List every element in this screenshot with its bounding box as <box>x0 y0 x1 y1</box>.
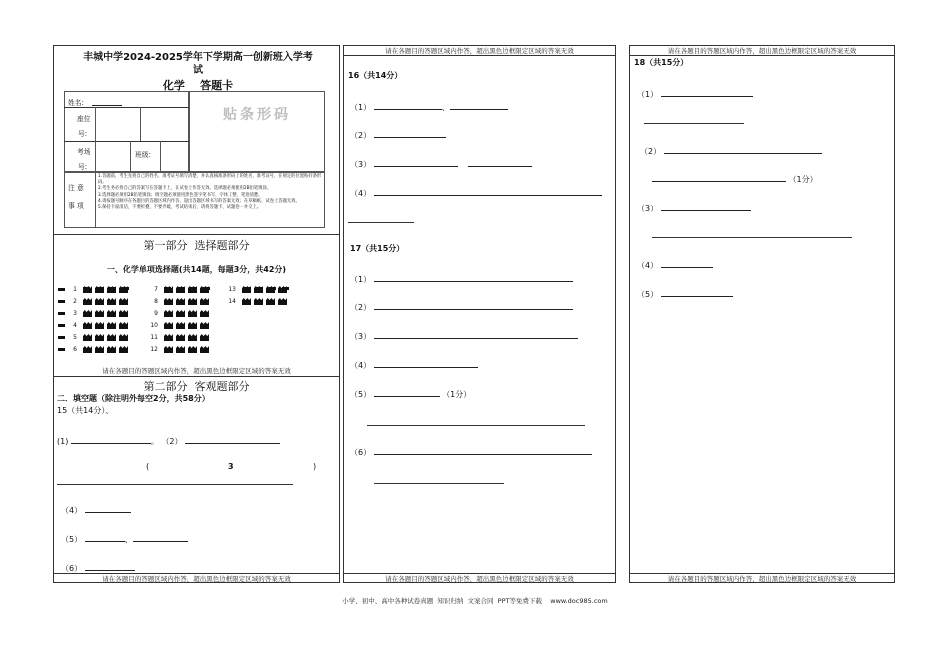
q16-title: 16（共14分） <box>348 71 403 80</box>
q17-4 <box>350 358 478 371</box>
q18-5-label: （5） <box>637 290 659 299</box>
q16-1-answer-a[interactable] <box>374 100 442 110</box>
choice-row[interactable]: 1 <box>58 286 131 294</box>
note-item: 4.请按题号顺序在各题目的答题区域内作答，超出答题区域书写的答案无效；在草稿纸、试卷上答题无效。 <box>98 198 300 204</box>
q18-1-answer[interactable] <box>661 87 753 97</box>
q17-2 <box>350 300 573 313</box>
q17-6 <box>350 445 592 458</box>
q15-three: 3 <box>228 462 234 471</box>
choice-row[interactable]: 7 <box>148 286 212 294</box>
q15-dot: 。 <box>150 437 159 446</box>
page-footer: 小学、初中、高中各种试卷真题 知识归纳 文案合同 PPT等免费下载 www.doc985.com <box>342 597 608 605</box>
q17-6-answer[interactable] <box>374 445 592 455</box>
q16-4-label: （4） <box>350 189 372 198</box>
barcode-label: 贴条形码 <box>223 107 291 123</box>
q15-5-answer-a[interactable] <box>85 532 125 542</box>
q18-1-answer-cont[interactable] <box>644 123 744 124</box>
choice-row[interactable]: 13 <box>226 286 290 294</box>
note-item: 3.选择题必须用2B铅笔填涂；填空题必须使用黑色签字笔书写，字体工整、笔迹清楚。 <box>98 192 263 198</box>
q17-1-label: （1） <box>350 275 372 284</box>
q18-3 <box>637 201 751 214</box>
q15-5-label: （5） <box>61 535 83 544</box>
name-label: 姓名: <box>68 99 84 107</box>
part2-title: 第二部分 客观题部分 <box>143 380 250 393</box>
q15-5 <box>61 532 188 545</box>
column-3-panel <box>629 45 895 583</box>
q17-5-score: （1分） <box>442 390 472 399</box>
q18-2-answer-cont[interactable] <box>652 172 786 182</box>
room-label: 考场 <box>77 148 91 156</box>
notes-label-2: 事 项 <box>68 202 84 210</box>
warning-text: 请在各题目的答题区域内作答，超出黑色边框限定区域的答案无效 <box>102 575 291 583</box>
q15-paren-right: ) <box>313 462 317 471</box>
q16-2 <box>350 128 446 141</box>
class-field[interactable] <box>161 143 188 171</box>
q18-5 <box>637 287 733 300</box>
choice-row[interactable]: 3 <box>58 310 131 318</box>
seat-field[interactable] <box>97 109 139 139</box>
q17-4-answer[interactable] <box>374 358 478 368</box>
q18-2-cont <box>652 172 818 185</box>
q15-6-label: （6） <box>61 564 83 573</box>
warning-text: 请在各题目的答题区域内作答，超出黑色边框限定区域的答案无效 <box>385 47 574 55</box>
choice-row[interactable]: 10 <box>148 322 212 330</box>
q15-6-answer[interactable] <box>85 561 135 571</box>
room-label-2: 号: <box>78 163 88 171</box>
note-item: 1.答题前，考生先将自己的姓名、准考证号填写清楚，并认真核准条形码上的姓名、准考证号，在规定的位置贴好条形码。 <box>98 174 322 186</box>
q16-3-answer-a[interactable] <box>374 157 458 167</box>
q16-1 <box>350 100 508 113</box>
q18-3-answer[interactable] <box>661 201 751 211</box>
q15-4 <box>61 503 131 516</box>
q15-4-answer[interactable] <box>85 503 131 513</box>
q16-1-label: （1） <box>350 103 372 112</box>
q17-3-answer[interactable] <box>374 329 578 339</box>
class-label: 班级: <box>135 151 151 159</box>
choice-row[interactable]: 14 <box>226 298 290 306</box>
q17-5-label: （5） <box>350 390 372 399</box>
q16-3-answer-b[interactable] <box>468 157 532 167</box>
note-item: 2.考生务必将自己的答案写在答题卡上，在试卷上作答无效。选择题必须使用2B铅笔填涂。 <box>98 186 272 192</box>
room-field[interactable] <box>97 143 129 171</box>
q16-4-answer-cont[interactable] <box>348 222 414 223</box>
q15-5-sep: 、 <box>124 535 133 544</box>
warning-text: 请在各题目的答题区域内作答，超出黑色边框限定区域的答案无效 <box>667 575 857 583</box>
seat-label: 座位 <box>77 115 91 123</box>
q18-1 <box>637 87 753 100</box>
card-title-line2: 试 <box>193 65 203 76</box>
notes-label-1: 注 意 <box>68 184 84 192</box>
q16-2-answer[interactable] <box>374 128 446 138</box>
q17-3 <box>350 329 578 342</box>
seat-label-2: 号: <box>78 130 88 138</box>
q18-title: 18（共15分） <box>634 58 689 67</box>
q16-1-answer-b[interactable] <box>450 100 508 110</box>
q16-sep: 、 <box>441 103 450 112</box>
card-subtitle: 化学 答题卡 <box>162 79 234 92</box>
q17-6-answer-cont[interactable] <box>374 483 504 484</box>
warning-text: 请在各题目的答题区域内作答，超出黑色边框限定区域的答案无效 <box>102 367 291 375</box>
part2-subtitle: 二．填空题（除注明外每空2分，共58分） <box>57 394 210 403</box>
choice-row[interactable]: 6 <box>58 346 131 354</box>
q15-1 <box>57 434 280 447</box>
q16-3 <box>350 157 532 170</box>
q16-3-label: （3） <box>350 160 372 169</box>
choice-row[interactable]: 8 <box>148 298 212 306</box>
q18-3-answer-cont[interactable] <box>652 237 852 238</box>
choice-row[interactable]: 9 <box>148 310 212 318</box>
q15-2-label: （2） <box>161 437 183 446</box>
choice-row[interactable]: 4 <box>58 322 131 330</box>
q17-5-answer-cont[interactable] <box>367 425 585 426</box>
q17-1 <box>350 272 573 285</box>
q15-1-answer[interactable] <box>71 434 151 444</box>
q17-title: 17（共15分） <box>350 244 405 253</box>
q18-5-answer[interactable] <box>661 287 733 297</box>
part1-title: 第一部分 选择题部分 <box>143 239 250 252</box>
choice-row[interactable]: 5 <box>58 334 131 342</box>
q18-2-answer[interactable] <box>664 144 822 154</box>
q17-3-label: （3） <box>350 332 372 341</box>
q16-2-label: （2） <box>350 131 372 140</box>
q18-2-score: （1分） <box>788 175 818 184</box>
q15-5-answer-b[interactable] <box>133 532 188 542</box>
q17-5-answer[interactable] <box>374 387 440 397</box>
warning-text: 请在各题目的答题区域内作答，超出黑色边框限定区域的答案无效 <box>385 575 574 583</box>
q18-2 <box>640 144 822 157</box>
card-title-line1: 丰城中学2024-2025学年下学期高一创新班入学考 <box>83 52 313 63</box>
warning-text: 请在各题目的答题区域内作答，超出黑色边框限定区域的答案无效 <box>667 47 857 55</box>
q15-4-label: （4） <box>61 506 83 515</box>
q18-4 <box>637 258 713 271</box>
q15-2-answer[interactable] <box>185 434 280 444</box>
q16-4-answer[interactable] <box>374 186 602 196</box>
q18-4-label: （4） <box>637 261 659 270</box>
notes-list <box>98 174 323 211</box>
q17-1-answer[interactable] <box>374 272 573 282</box>
choice-row[interactable]: 11 <box>148 334 212 342</box>
note-item: 5.保持卡面清洁，不要折叠，不要弄破，考试结束后，请将答题卡、试题卷一并交上。 <box>98 205 262 211</box>
q18-3-label: （3） <box>637 204 659 213</box>
q16-4 <box>350 186 602 199</box>
q15-1-label: (1) <box>57 437 69 446</box>
name-field[interactable] <box>92 96 122 106</box>
q17-4-label: （4） <box>350 361 372 370</box>
q15-paren-left: ( <box>146 462 150 471</box>
q17-6-label: （6） <box>350 448 372 457</box>
q18-2-label: （2） <box>640 147 662 156</box>
q18-4-answer[interactable] <box>661 258 713 268</box>
q18-1-label: （1） <box>637 90 659 99</box>
q15-title: 15（共14分）、 <box>57 406 114 415</box>
part1-subtitle: 一、化学单项选择题(共14题，每题3分，共42分) <box>106 265 287 274</box>
q17-5 <box>350 387 471 400</box>
q17-2-label: （2） <box>350 303 372 312</box>
choice-row[interactable]: 12 <box>148 346 212 354</box>
column-2-panel <box>343 45 616 583</box>
q17-2-answer[interactable] <box>374 300 573 310</box>
q15-3-answer[interactable] <box>57 484 293 485</box>
choice-row[interactable]: 2 <box>58 298 131 306</box>
